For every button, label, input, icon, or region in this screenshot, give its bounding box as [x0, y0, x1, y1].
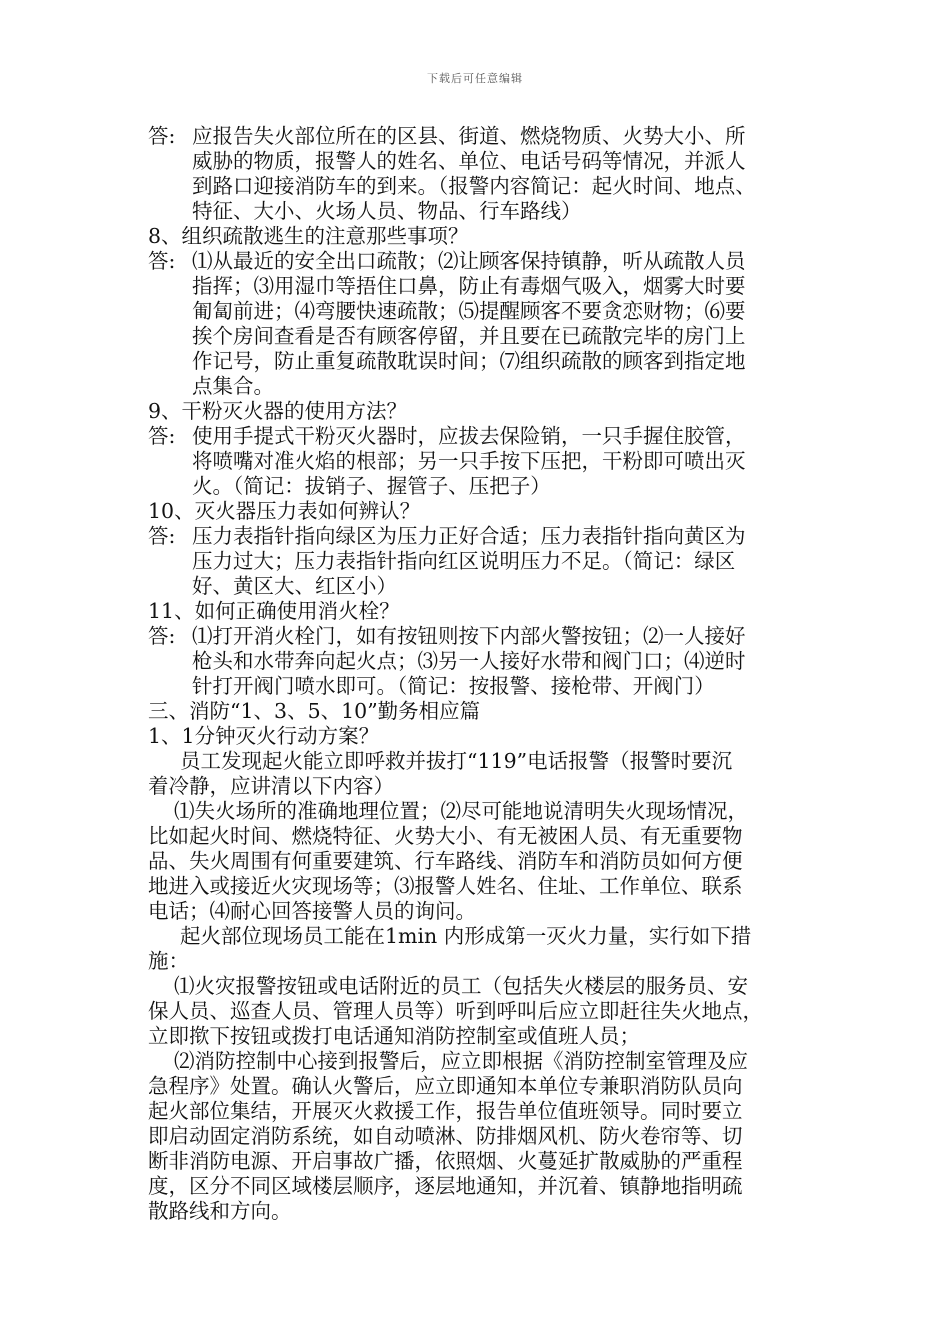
answer-continuation-line: 将喷嘴对准火焰的根部；另一只手按下压把，干粉即可喷出灭 — [192, 449, 746, 473]
answer-continuation-line: 特征、大小、火场人员、物品、行车路线） — [192, 199, 582, 223]
answer-continuation-line: 匍匐前进；⑷弯腰快速疏散；⑸提醒顾客不要贪恋财物；⑹要 — [192, 299, 746, 323]
text-line: 起火部位集结，开展灭火救援工作，报告单位值班领导。同时要立 — [148, 1099, 743, 1123]
text-line: 立即揿下按钮或拨打电话通知消防控制室或值班人员； — [148, 1024, 640, 1048]
text-line: 度，区分不同区域楼层顺序，逐层地通知，并沉着、镇静地指明疏 — [148, 1174, 743, 1198]
answer-text: 使用手提式干粉灭火器时，应拔去保险销，一只手握住胶管， — [192, 424, 746, 448]
answer-continuation-line: 火。（简记：拔销子、握管子、压把子） — [192, 474, 551, 498]
answer-continuation-line: 到路口迎接消防车的到来。（报警内容简记：起火时间、地点、 — [192, 174, 756, 198]
answer-text: 压力表指针指向绿区为压力正好合适；压力表指针指向黄区为 — [192, 524, 746, 548]
text-line: 着冷静，应讲清以下内容） — [148, 774, 394, 798]
text-line: 11、如何正确使用消火栓？ — [148, 599, 400, 623]
answer-continuation-line: 指挥；⑶用湿巾等捂住口鼻，防止有毒烟气吸入，烟雾大时要 — [192, 274, 746, 298]
text-line: 散路线和方向。 — [148, 1199, 292, 1223]
answer-continuation-line: 针打开阀门喷水即可。（简记：按报警、接枪带、开阀门） — [192, 674, 715, 698]
answer-text: ⑴从最近的安全出口疏散；⑵让顾客保持镇静，听从疏散人员 — [192, 249, 746, 273]
text-line: ⑵消防控制中心接到报警后，应立即根据《消防控制室管理及应 — [174, 1049, 748, 1073]
text-line: 品、失火周围有何重要建筑、行车路线、消防车和消防员如何方便 — [148, 849, 743, 873]
text-line: 断非消防电源、开启事故广播，依照烟、火蔓延扩散威胁的严重程 — [148, 1149, 743, 1173]
answer-label: 答: — [148, 424, 176, 448]
text-line: 即启动固定消防系统，如自动喷淋、防排烟风机、防火卷帘等、切 — [148, 1124, 743, 1148]
text-line: 10、灭火器压力表如何辨认？ — [148, 499, 421, 523]
text-line: 比如起火时间、燃烧特征、火势大小、有无被困人员、有无重要物 — [148, 824, 743, 848]
text-line: 9、干粉灭火器的使用方法？ — [148, 399, 408, 423]
text-line: 1、1分钟灭火行动方案？ — [148, 724, 380, 748]
text-line: 员工发现起火能立即呼救并拔打“119”电话报警（报警时要沉 — [180, 749, 733, 773]
answer-label: 答: — [148, 524, 176, 548]
answer-line — [148, 424, 816, 449]
answer-line — [148, 249, 816, 274]
text-line: 电话；⑷耐心回答接警人员的询问。 — [148, 899, 476, 923]
answer-text: 应报告失火部位所在的区县、街道、燃烧物质、火势大小、所 — [192, 124, 746, 148]
answer-label: 答: — [148, 124, 176, 148]
answer-continuation-line: 作记号，防止重复疏散耽误时间；⑺组织疏散的顾客到指定地 — [192, 349, 746, 373]
answer-continuation-line: 好、黄区大、红区小） — [192, 574, 397, 598]
text-line: 起火部位现场员工能在1min 内形成第一灭火力量，实行如下措 — [180, 924, 752, 948]
text-line: ⑴失火场所的准确地理位置；⑵尽可能地说清明失火现场情况， — [174, 799, 748, 823]
answer-continuation-line: 点集合。 — [192, 374, 274, 398]
answer-label: 答: — [148, 624, 176, 648]
text-line: 施： — [148, 949, 189, 973]
text-line: 三、消防“1、3、5、10”勤务相应篇 — [148, 699, 481, 723]
text-line: 地进入或接近火灾现场等；⑶报警人姓名、住址、工作单位、联系 — [148, 874, 743, 898]
answer-line — [148, 624, 816, 649]
text-line: 急程序》处置。确认火警后，应立即通知本单位专兼职消防队员向 — [148, 1074, 743, 1098]
answer-continuation-line: 压力过大；压力表指针指向红区说明压力不足。（简记：绿区 — [192, 549, 736, 573]
answer-continuation-line: 威胁的物质，报警人的姓名、单位、电话号码等情况，并派人 — [192, 149, 746, 173]
answer-continuation-line: 挨个房间查看是否有顾客停留，并且要在已疏散完毕的房门上 — [192, 324, 746, 348]
answer-continuation-line: 枪头和水带奔向起火点；⑶另一人接好水带和阀门口；⑷逆时 — [192, 649, 746, 673]
answer-text: ⑴打开消火栓门，如有按钮则按下内部火警按钮；⑵一人接好 — [192, 624, 746, 648]
text-line: ⑴火灾报警按钮或电话附近的员工（包括失火楼层的服务员、安 — [174, 974, 748, 998]
text-line: 8、组织疏散逃生的注意那些事项？ — [148, 224, 469, 248]
answer-line — [148, 124, 816, 149]
document-body — [148, 124, 816, 1224]
text-line: 保人员、巡查人员、管理人员等）听到呼叫后应立即赶往失火地点， — [148, 999, 763, 1023]
answer-label: 答: — [148, 249, 176, 273]
page-header: 下载后可任意编辑 — [427, 72, 523, 85]
answer-line — [148, 524, 816, 549]
